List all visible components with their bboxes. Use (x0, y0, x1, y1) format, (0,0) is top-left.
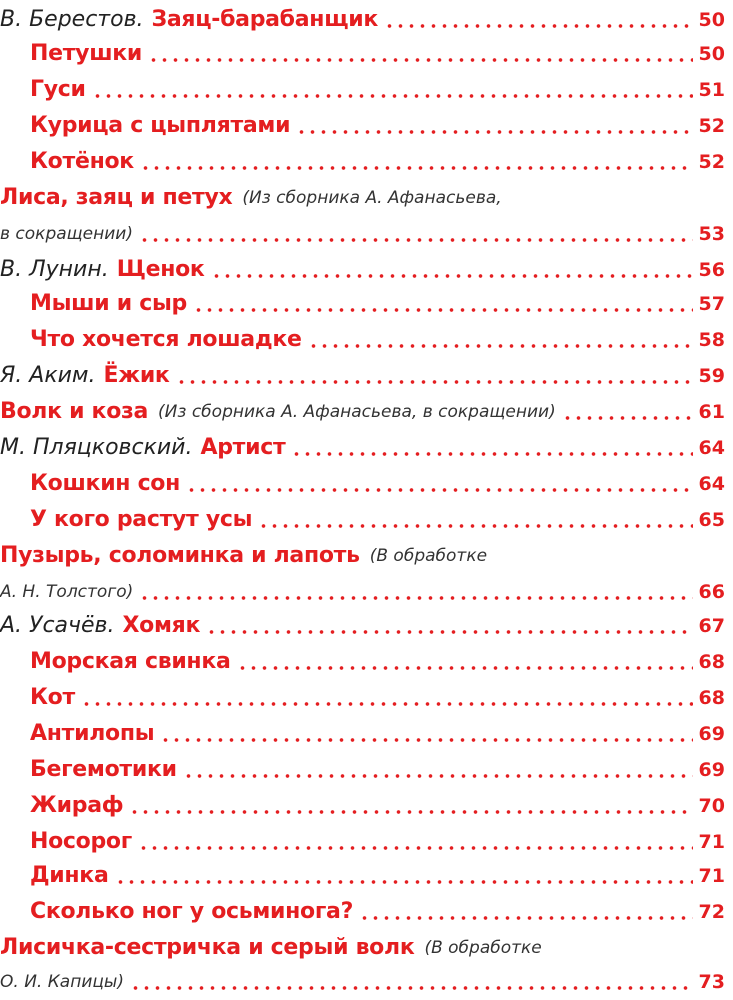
entry-title: Кошкин сон (30, 471, 181, 496)
entry-note: (Из сборника А. Афанасьева, в сокращении) (158, 402, 556, 422)
dot-leader (206, 630, 692, 634)
entry-title: У кого растут усы (30, 507, 253, 532)
entry-page-number: 50 (698, 9, 725, 31)
entry-author: В. Лунин. (0, 257, 109, 282)
entry-title: Ёжик (103, 363, 170, 388)
dot-leader (138, 846, 693, 850)
toc-entry[interactable] (30, 284, 733, 318)
entry-title: Кот (30, 685, 75, 710)
entry-page-number: 58 (698, 329, 725, 351)
entry-page-number: 68 (698, 651, 725, 673)
toc-entry-continuation[interactable] (0, 572, 733, 606)
entry-page-number: 56 (698, 259, 725, 281)
toc-entry[interactable] (30, 464, 733, 498)
entry-page-number: 72 (698, 901, 725, 923)
entry-title: Динка (30, 863, 109, 888)
entry-page-number: 67 (698, 615, 725, 637)
entry-title: Сколько ног у осьминога? (30, 899, 354, 924)
toc-entry[interactable] (30, 142, 733, 176)
toc-entry-continuation[interactable] (0, 214, 733, 248)
entry-page-number: 71 (698, 831, 725, 853)
toc-entry[interactable] (30, 70, 733, 104)
entry-page-number: 73 (698, 971, 725, 993)
toc-entry[interactable] (0, 928, 733, 962)
toc-entry[interactable] (0, 606, 733, 640)
entry-title: Пузырь, соломинка и лапоть (0, 543, 360, 568)
entry-page-number: 59 (698, 365, 725, 387)
dot-leader (562, 416, 693, 420)
dot-leader (237, 666, 693, 670)
entry-title: Котёнок (30, 149, 134, 174)
entry-title: Мыши и сыр (30, 291, 187, 316)
dot-leader (139, 596, 692, 600)
entry-author: А. Усачёв. (0, 613, 115, 638)
entry-title: Волк и коза (0, 399, 149, 424)
toc-entry[interactable] (30, 678, 733, 712)
toc-entry[interactable] (30, 822, 733, 856)
dot-leader (92, 94, 693, 98)
entry-title: Лиса, заяц и петух (0, 185, 233, 210)
toc-entry-continuation[interactable] (0, 962, 733, 996)
toc-entry[interactable] (30, 500, 733, 534)
dot-leader (130, 986, 693, 990)
toc-entry[interactable] (30, 106, 733, 140)
entry-title: Гуси (30, 77, 86, 102)
toc-entry[interactable] (30, 750, 733, 784)
toc-entry[interactable] (30, 320, 733, 354)
toc-entry[interactable] (0, 428, 733, 462)
entry-title: Морская свинка (30, 649, 231, 674)
dot-leader (359, 916, 692, 920)
toc-entry[interactable] (30, 714, 733, 748)
entry-page-number: 65 (698, 509, 725, 531)
entry-title: Жираф (30, 793, 124, 818)
toc-entry[interactable] (0, 250, 733, 284)
dot-leader (308, 344, 693, 348)
toc-entry[interactable] (0, 392, 733, 426)
entry-page-number: 52 (698, 151, 725, 173)
entry-title: Щенок (116, 257, 205, 282)
dot-leader (140, 166, 693, 170)
toc-entry[interactable] (30, 786, 733, 820)
entry-page-number: 50 (698, 43, 725, 65)
entry-page-number: 66 (698, 581, 725, 603)
entry-title: Лисичка-сестричка и серый волк (0, 935, 415, 960)
entry-page-number: 51 (698, 79, 725, 101)
toc-entry[interactable] (30, 642, 733, 676)
entry-page-number: 53 (698, 223, 725, 245)
dot-leader (115, 880, 693, 884)
toc-entry[interactable] (30, 34, 733, 68)
entry-page-number: 69 (698, 759, 725, 781)
dot-leader (186, 488, 693, 492)
entry-page-number: 52 (698, 115, 725, 137)
entry-note-continuation: О. И. Капицы) (0, 972, 124, 992)
entry-page-number: 57 (698, 293, 725, 315)
entry-title: Антилопы (30, 721, 155, 746)
entry-author: В. Берестов. (0, 7, 144, 32)
entry-title: Артист (200, 435, 286, 460)
entry-page-number: 64 (698, 437, 725, 459)
entry-title: Петушки (30, 41, 143, 66)
dot-leader (176, 380, 693, 384)
entry-title: Что хочется лошадке (30, 327, 302, 352)
entry-author: Я. Аким. (0, 363, 96, 388)
dot-leader (148, 58, 693, 62)
entry-title: Курица с цыплятами (30, 113, 291, 138)
dot-leader (160, 738, 692, 742)
toc-entry[interactable] (0, 178, 733, 212)
entry-note-continuation: А. Н. Толстого) (0, 582, 134, 602)
dot-leader (81, 702, 693, 706)
entry-page-number: 70 (698, 795, 725, 817)
entry-title: Бегемотики (30, 757, 177, 782)
entry-page-number: 61 (698, 401, 725, 423)
toc-entry[interactable] (30, 856, 733, 890)
entry-title: Заяц-барабанщик (151, 7, 378, 32)
toc-entry[interactable] (0, 0, 733, 34)
toc-entry[interactable] (0, 536, 733, 570)
dot-leader (291, 452, 692, 456)
entry-page-number: 64 (698, 473, 725, 495)
toc-entry[interactable] (0, 356, 733, 390)
entry-page-number: 69 (698, 723, 725, 745)
dot-leader (139, 238, 693, 242)
entry-note: (В обработке (424, 938, 542, 958)
entry-note: (Из сборника А. Афанасьева, (242, 188, 502, 208)
entry-note-continuation: в сокращении) (0, 224, 133, 244)
dot-leader (211, 274, 693, 278)
entry-page-number: 68 (698, 687, 725, 709)
entry-note: (В обработке (369, 546, 488, 566)
dot-leader (183, 774, 693, 778)
dot-leader (384, 24, 693, 28)
dot-leader (258, 524, 692, 528)
entry-title: Хомяк (122, 613, 201, 638)
dot-leader (193, 308, 693, 312)
toc-entry[interactable] (30, 892, 733, 926)
entry-title: Носорог (30, 829, 132, 854)
dot-leader (129, 810, 692, 814)
dot-leader (296, 130, 692, 134)
entry-author: М. Пляцковский. (0, 435, 193, 460)
entry-page-number: 71 (698, 865, 725, 887)
